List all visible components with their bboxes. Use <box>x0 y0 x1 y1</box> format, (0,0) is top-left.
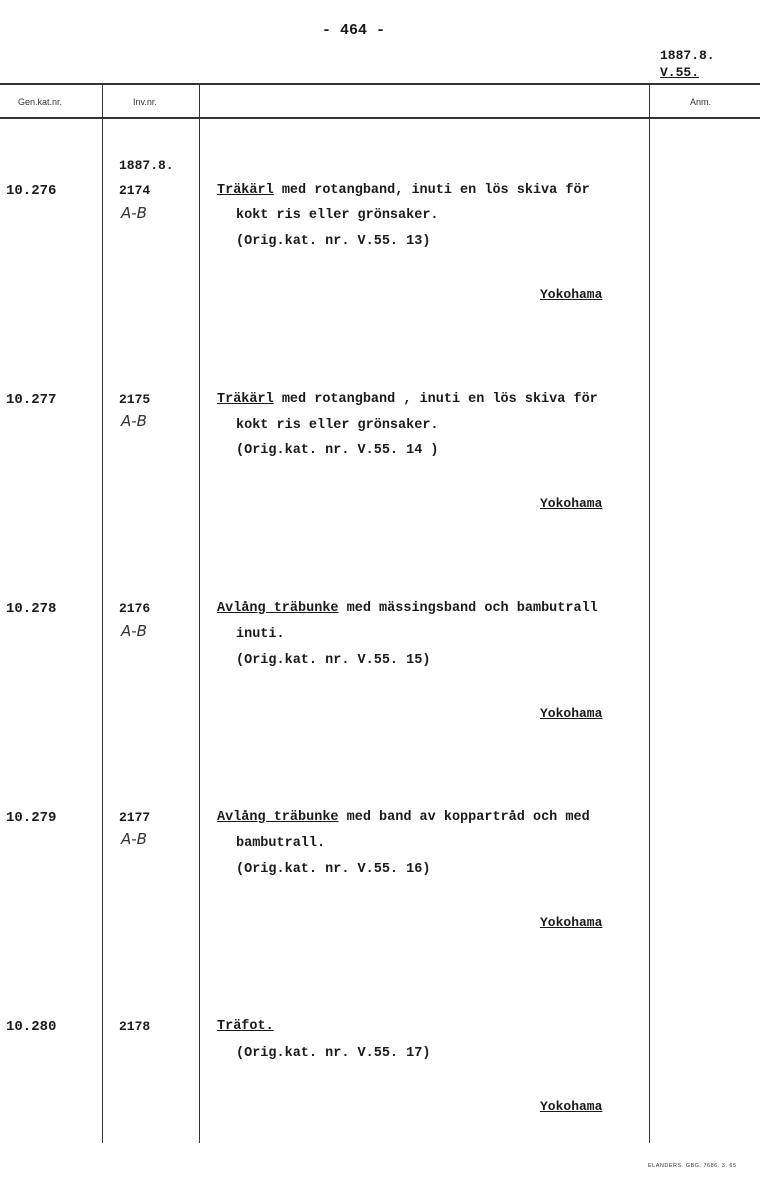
column-header-inv: Inv.nr. <box>133 97 157 107</box>
column-header-anm: Anm. <box>690 97 712 107</box>
entry-title: Träkärl <box>217 183 274 198</box>
column-rule-1 <box>102 83 103 1143</box>
header-rule-top <box>0 83 760 85</box>
orig-ref: (Orig.kat. nr. V.55. 15) <box>236 653 431 668</box>
gen-number: 10.280 <box>6 1019 57 1035</box>
orig-ref: (Orig.kat. nr. V.55. 13) <box>236 234 431 249</box>
orig-ref: (Orig.kat. nr. V.55. 14 ) <box>236 443 439 458</box>
orig-ref: (Orig.kat. nr. V.55. 16) <box>236 862 431 877</box>
column-header-gen: Gen.kat.nr. <box>18 97 63 107</box>
inv-number: 2174 <box>119 183 151 198</box>
page-number: - 464 - <box>322 22 386 39</box>
gen-number: 10.276 <box>6 183 57 199</box>
inv-number: 2176 <box>119 601 151 616</box>
place: Yokohama <box>540 915 603 930</box>
entry-text-cont: kokt ris eller grönsaker. <box>236 208 439 223</box>
place: Yokohama <box>540 1099 603 1114</box>
entry-title: Träfot. <box>217 1019 274 1034</box>
inv-number: 2175 <box>119 392 151 407</box>
entry-description <box>217 805 590 831</box>
entry-text-cont: kokt ris eller grönsaker. <box>236 418 439 433</box>
entry-text: med mässingsband och bambutrall <box>338 601 598 616</box>
entry-title: Avlång träbunke <box>217 810 339 825</box>
entry-description <box>217 1014 274 1040</box>
entry-description <box>217 178 590 204</box>
entry-description <box>217 387 598 413</box>
header-collection: V.55. <box>660 65 700 80</box>
printer-mark: ELANDERS. GBG. 7686. 3. 65 <box>648 1163 737 1169</box>
entry-text-cont: bambutrall. <box>236 836 326 851</box>
gen-number: 10.279 <box>6 810 57 826</box>
entry-text-cont: inuti. <box>236 627 285 642</box>
handwritten-note: A-B <box>121 412 147 430</box>
place: Yokohama <box>540 706 603 721</box>
column-rule-3 <box>649 83 650 1143</box>
header-date: 1887.8. <box>660 48 715 63</box>
handwritten-note: A-B <box>121 204 147 222</box>
gen-number: 10.277 <box>6 392 57 408</box>
handwritten-note: A-B <box>121 622 147 640</box>
inv-date: 1887.8. <box>119 158 174 173</box>
entry-text: med rotangband, inuti en lös skiva för <box>273 183 590 198</box>
entry-title: Avlång träbunke <box>217 601 339 616</box>
header-rule-bottom <box>0 117 760 119</box>
orig-ref: (Orig.kat. nr. V.55. 17) <box>236 1046 431 1061</box>
inv-number: 2178 <box>119 1019 151 1034</box>
gen-number: 10.278 <box>6 601 57 617</box>
place: Yokohama <box>540 496 603 511</box>
handwritten-note: A-B <box>121 830 147 848</box>
entry-title: Träkärl <box>217 392 274 407</box>
place: Yokohama <box>540 287 603 302</box>
entry-description <box>217 596 598 622</box>
column-rule-2 <box>199 83 200 1143</box>
inv-number: 2177 <box>119 810 151 825</box>
entry-text: med band av koppartråd och med <box>338 810 590 825</box>
entry-text: med rotangband , inuti en lös skiva för <box>273 392 598 407</box>
